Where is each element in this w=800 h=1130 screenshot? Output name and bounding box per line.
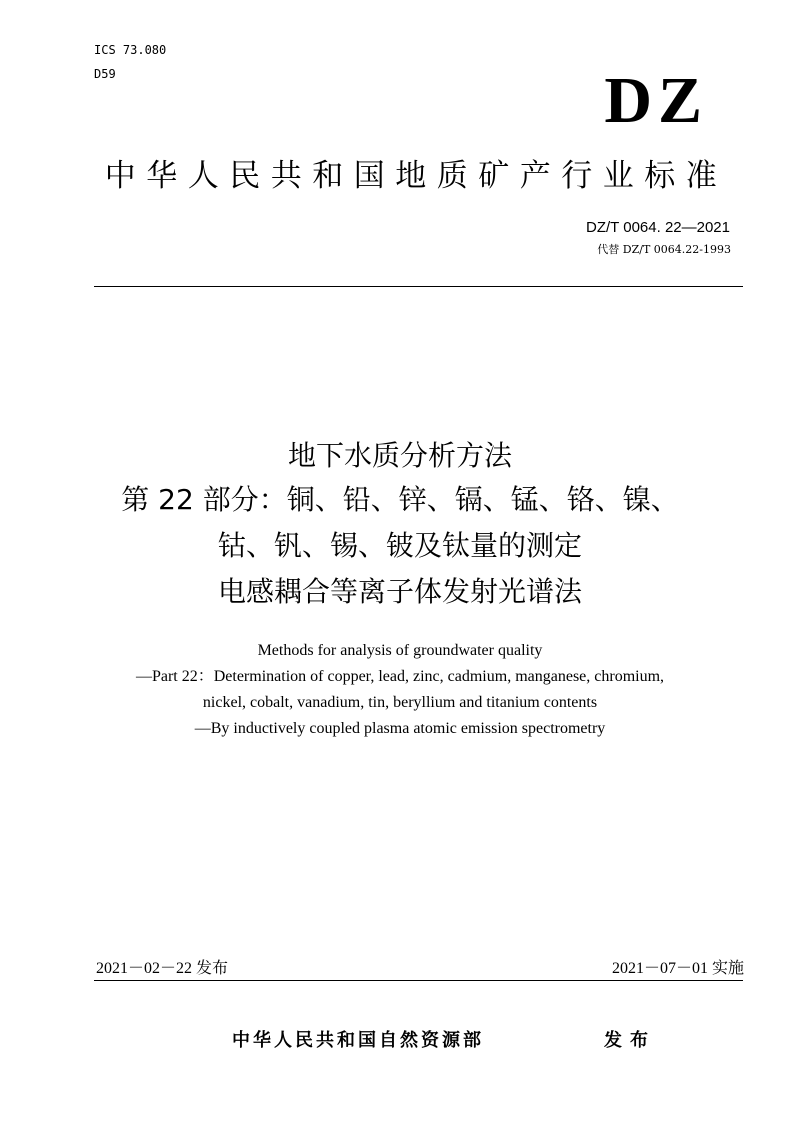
standard-number: DZ/T 0064. 22—2021 [586, 219, 730, 236]
header-divider [94, 286, 743, 287]
chinese-title-line-2: 第 22 部分：铜、铅、锌、镉、锰、铬、镍、 [121, 483, 679, 516]
ccs-code: D59 [94, 67, 116, 81]
issue-date: 2021－02－22 发布 [96, 960, 229, 977]
replaces-standard: 代替 DZ/T 0064.22-1993 [597, 243, 731, 256]
english-title-line-1: Methods for analysis of groundwater quality [257, 642, 543, 659]
chinese-title-line-3: 钴、钒、锡、铍及钛量的测定 [217, 529, 582, 562]
date-divider [94, 980, 743, 981]
english-title-line-4: —By inductively coupled plasma atomic emission spectrometry [194, 720, 606, 737]
english-title-line-3: nickel, cobalt, vanadium, tin, beryllium and titanium contents [202, 694, 598, 711]
publisher-name: 中华人民共和国自然资源部 [232, 1030, 484, 1051]
standard-category-title: 中华人民共和国地质矿产行业标准 [104, 158, 728, 194]
chinese-title-line-1: 地下水质分析方法 [287, 439, 512, 472]
publish-label: 发布 [604, 1030, 656, 1051]
implementation-date: 2021－07－01 实施 [611, 960, 744, 977]
english-title-line-2: —Part 22：Determination of copper, lead, zinc, cadmium, manganese, chromium, [135, 668, 665, 685]
dz-logo: DZ [604, 64, 708, 137]
chinese-title-line-4: 电感耦合等离子体发射光谱法 [217, 575, 582, 608]
ics-code: ICS 73.080 [94, 43, 167, 57]
